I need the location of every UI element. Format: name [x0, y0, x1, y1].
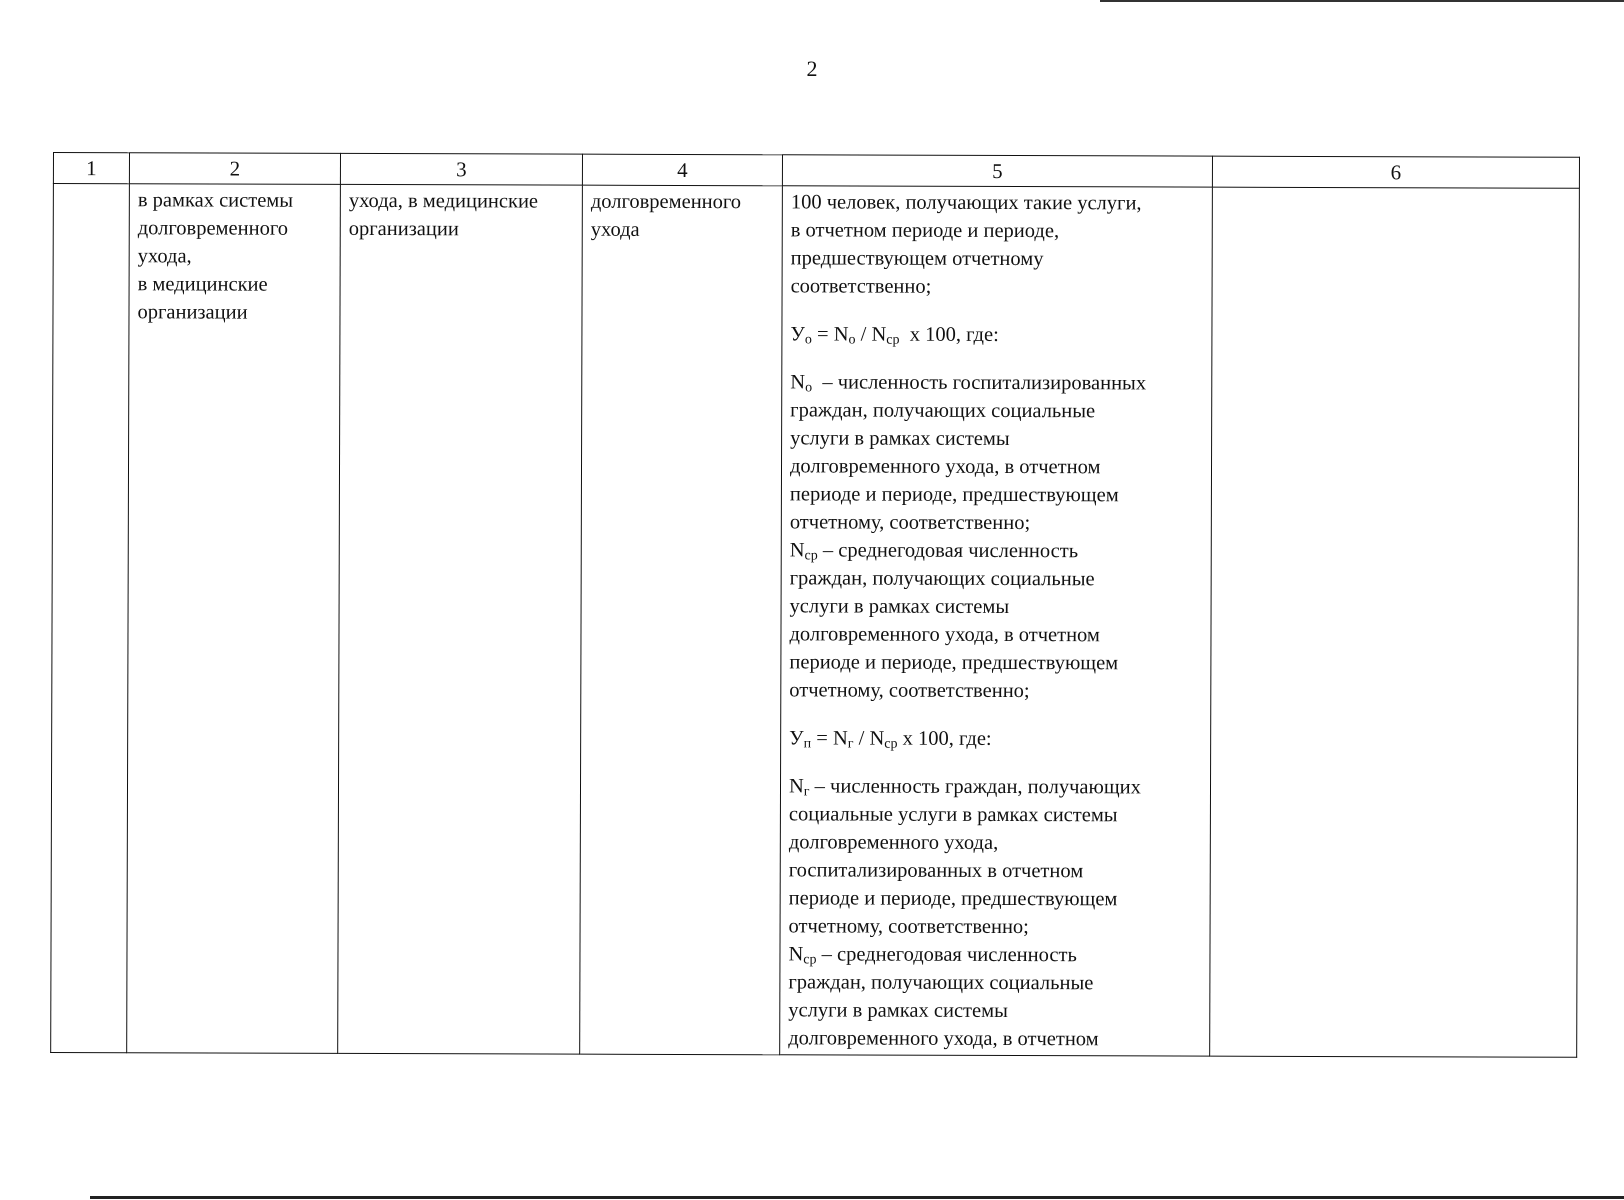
text-line: ухода	[590, 218, 640, 241]
text-line: долговременного ухода,	[788, 831, 999, 854]
text-line: предшествующем отчетному	[790, 247, 1044, 271]
cell-col4	[580, 185, 783, 1055]
cell-col3-text	[341, 185, 582, 244]
scan-top-edge	[1100, 0, 1624, 2]
text-line: в отчетном периоде и периоде,	[790, 219, 1060, 243]
text-line: услуги в рамках системы	[789, 595, 1010, 619]
page-number: 2	[806, 56, 818, 81]
text-line: отчетному, соответственно;	[789, 679, 1030, 703]
text-line: социальные услуги в рамках системы	[788, 803, 1118, 827]
cell-col4-text	[583, 186, 782, 245]
column-header-1: 1	[53, 153, 129, 184]
cell-col1	[51, 184, 130, 1053]
text-line: госпитализированных в отчетном	[788, 859, 1084, 883]
spacer	[790, 300, 1203, 321]
text-line: соответственно;	[790, 275, 932, 298]
spacer	[789, 752, 1202, 773]
text-line: отчетному, соответственно;	[789, 511, 1031, 535]
text-line: организации	[137, 301, 248, 324]
text-line: организации	[348, 217, 459, 241]
text-line: долговременного ухода, в отчетном	[788, 1027, 1099, 1051]
table-row	[51, 184, 1580, 1058]
cell-col2-text	[129, 184, 339, 327]
text-line: периоде и периоде, предшествующем	[789, 651, 1119, 675]
definition-ncp-2	[788, 940, 1201, 1053]
definition-ng	[789, 772, 1203, 941]
definition-ncp-1	[789, 536, 1203, 705]
text-line: граждан, получающих социальные	[790, 399, 1096, 423]
formula-up: $У_п = N_г / N_{ср}$ х 100, где:	[789, 727, 992, 752]
text-line: долговременного	[590, 190, 742, 214]
formula-uo: $У_о = N_о / N_{ср}$ х 100, где:	[790, 323, 999, 348]
text-line: отчетному, соответственно;	[788, 915, 1029, 939]
text-line: $N_{ср}$ – среднегодовая численность	[789, 539, 1079, 564]
text-line: периоде и периоде, предшествующем	[788, 887, 1118, 911]
spacer	[789, 704, 1202, 725]
text-line: долговременного ухода, в отчетном	[789, 455, 1101, 479]
text-line: в рамках системы	[137, 189, 294, 212]
definition-no	[790, 368, 1204, 537]
cell-col2	[127, 184, 341, 1054]
text-line: долговременного ухода, в отчетном	[789, 623, 1100, 647]
column-header-4: 4	[582, 154, 782, 186]
column-header-3: 3	[340, 153, 582, 185]
column-header-2: 2	[129, 153, 340, 185]
text-line: периоде и периоде, предшествующем	[789, 483, 1119, 507]
text-line: долговременного	[137, 217, 289, 240]
text-line: $N_г$ – численность граждан, получающих	[788, 775, 1141, 800]
cell-col6	[1210, 187, 1580, 1057]
scan-bottom-edge	[90, 1196, 1624, 1199]
document-table	[50, 152, 1580, 1058]
text-line: в медицинские	[137, 273, 268, 296]
text-line: ухода, в медицинские	[348, 189, 539, 213]
text-line: ухода,	[137, 245, 192, 268]
text-line: $N_{ср}$ – среднегодовая численность	[788, 943, 1077, 968]
cell-col3	[338, 184, 583, 1054]
text-line: $N_о$ – численность госпитализированных	[790, 371, 1147, 396]
intro-paragraph	[791, 188, 1204, 301]
text-line: граждан, получающих социальные	[788, 971, 1094, 995]
text-line: граждан, получающих социальные	[789, 567, 1095, 591]
column-header-6: 6	[1212, 156, 1579, 188]
cell-col5	[780, 186, 1213, 1056]
text-line: услуги в рамках системы	[790, 427, 1010, 451]
header-row	[53, 153, 1579, 189]
cell-col5-text	[780, 186, 1212, 1053]
spacer	[790, 348, 1203, 369]
table-container	[50, 152, 1579, 1058]
text-line: услуги в рамках системы	[788, 999, 1008, 1023]
column-header-5: 5	[782, 155, 1212, 187]
text-line: 100 человек, получающих такие услуги,	[790, 191, 1142, 215]
